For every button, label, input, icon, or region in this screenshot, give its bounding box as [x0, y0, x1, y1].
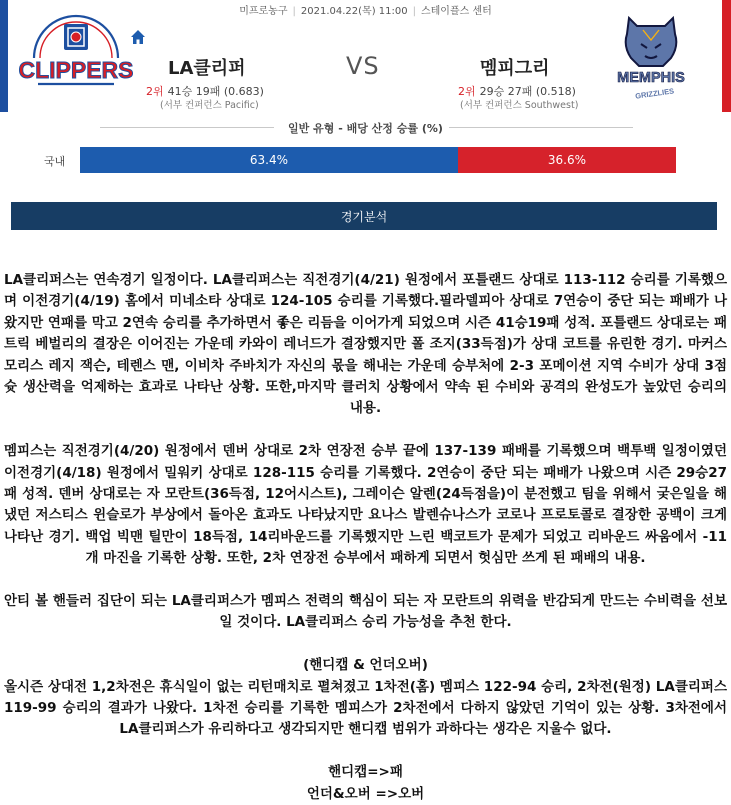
home-team-rank: 2위: [146, 85, 164, 98]
home-team-record-value: 41승 19패 (0.683): [167, 85, 264, 98]
match-meta: 미프로농구 | 2021.04.22(목) 11:00 | 스테이플스 센터: [239, 6, 492, 17]
analysis-article: [0, 270, 731, 805]
match-datetime: 2021.04.22(목) 11:00: [300, 6, 408, 17]
pick-overunder: 언더&오버 =>오버: [306, 785, 425, 802]
win-rate-bar: [80, 147, 676, 173]
home-icon[interactable]: [130, 29, 146, 45]
vs-label: VS: [346, 52, 380, 80]
home-team-conference: (서부 컨퍼런스 Pacific): [160, 100, 259, 111]
away-team-record-value: 29승 27패 (0.518): [479, 85, 576, 98]
article-paragraph-clippers: LA클리퍼스는 연속경기 일정이다. LA클리퍼스는 직전경기(4/21) 원정에서 포틀랜드 상대로 113-112 승리를 기록했으며 이전경기(4/19) 홈에서 미네소타 상대로 124-105 승리를 기록했다.필라델피아 상대로 7연승이 중단 되는 패배가 나왔지만 연패를 막고 2연속 승리를 추가하면서 좋은 리듬을 이어가게 되었으며 시즌 41승19패 성적. 포틀랜드 상대로는 패트릭 베벌리의 결장은 이어진는 가운데 카와이 레너드가 결장했지만 폴 조지(33득점)가 상대 코트를 유린한 경기. 마커스 모리스 레지 잭슨, 테렌스 맨, 이비차 주바치가 자신의 몫을 해내는 가운데 승부처에 2-3 포메이션 지역 수비가 상대 3점슛 생산력을 억제하는 효과로 나타난 상황. 또한,마지막 클러치 상황에서 약속 된 수비와 공격의 완성도가 높았던 승리의 내용.: [4, 272, 727, 417]
clippers-logo: [18, 18, 134, 94]
article-paragraph-memphis: 멤피스는 직전경기(4/20) 원정에서 덴버 상대로 2차 연장전 승부 끝에 137-139 패배를 기록했으며 백투백 일정이였던 이전경기(4/18) 원정에서 밀워키 상대로 128-115 승리를 기록했다. 2연승이 중단 되는 패배가 나왔으며 시즌 29승27패 성적. 덴버 상대로는 자 모란트(36득점, 12어시스트), 그레이슨 알렌(24득점을)이 분전했고 팀을 위해서 궂은일을 해냈던 저스티스 윈슬로가 부상에서 돌아온 효과도 나타났지만 요나스 발렌슈나스가 코로나 프로토콜로 결장한 공백이 크게 나타난 경기. 백업 빅맨 틸만이 18득점, 14리바운드를 기록했지만 느린 백코트가 문제가 되었고 리바운드 싸움에서 -11개 마진을 기록한 상황. 또한, 2차 연장전 승부에서 패하게 되면서 헛심만 쓰게 된 패배의 내용.: [4, 443, 727, 567]
away-win-rate-fill: 36.6%: [458, 147, 676, 173]
grizzlies-logo-subtext: GRIZZLIES: [634, 86, 675, 101]
grizzlies-logo: [609, 10, 693, 102]
home-win-rate-fill: 63.4%: [80, 147, 458, 173]
clippers-logo-text: CLIPPERS: [18, 57, 134, 83]
domestic-label: 국내: [44, 155, 66, 168]
odds-rate-title: 일반 유형 - 배당 산정 승률 (%): [288, 122, 443, 135]
grizzlies-logo-text: MEMPHIS: [617, 70, 685, 86]
article-paragraph-prediction: 안티 볼 핸들러 집단이 되는 LA클리퍼스가 멤피스 전력의 핵심이 되는 자 모란트의 위력을 반감되게 만드는 수비력을 선보일 것이다. LA클리퍼스 승리 가능성을 추천 한다.: [4, 593, 727, 631]
away-team-name[interactable]: 멤피그리: [480, 58, 550, 79]
pick-handicap: 핸디캡=>패: [328, 764, 403, 781]
analysis-section-header: 경기분석: [11, 202, 717, 230]
away-team-conference: (서부 컨퍼런스 Southwest): [460, 100, 579, 111]
article-handicap-title: (핸디캡 & 언더오버): [303, 657, 428, 674]
venue-label: 스테이플스 센터: [420, 6, 492, 17]
home-team-name[interactable]: LA클리퍼: [168, 58, 246, 79]
league-label: 미프로농구: [239, 6, 288, 17]
article-paragraph-handicap: 올시즌 상대전 1,2차전은 휴식일이 없는 리턴매치로 펼쳐졌고 1차전(홈) 멤피스 122-94 승리, 2차전(원정) LA클리퍼스 119-99 승리의 결과가 나왔다. 1차전 승리를 기록한 멤피스가 2차전에서 다하지 않았던 기억이 있는 상황. 3차전에서 LA클리퍼스가 유리하다고 생각되지만 핸디캡 범위가 과하다는 생각은 지울수 없다.: [4, 678, 727, 738]
away-team-rank: 2위: [458, 85, 476, 98]
